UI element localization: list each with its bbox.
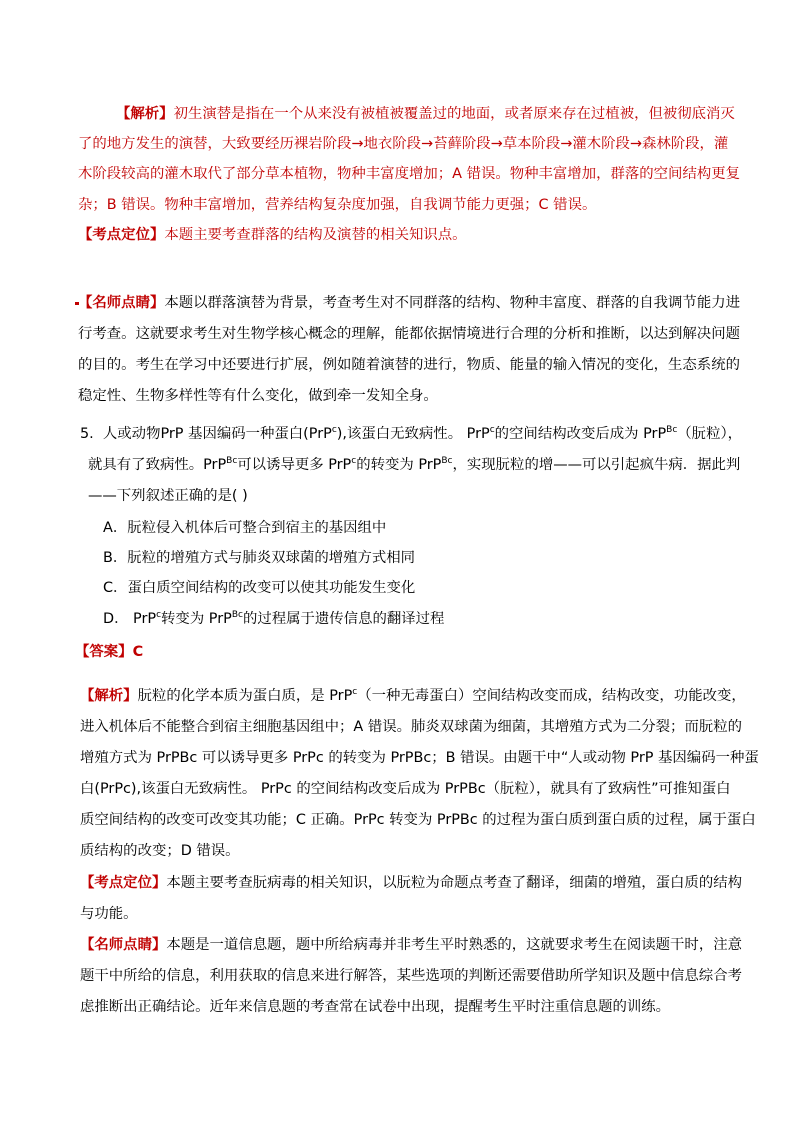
question-line-1: 5. 人或动物PrP 基因编码一种蛋白(PrP$^c$),该蛋白无致病性。 PrP$^c$的空间结构改变后成为 PrP$^{Bc}$（朊粒）， bbox=[80, 425, 743, 442]
analysis2-tag: 【解析】 bbox=[80, 688, 138, 704]
kaodian2-line-1: 【考点定位】本题主要考查朊病毒的相关知识，以朊粒为命题点考查了翻译，细菌的增殖，蛋白质的结构 bbox=[80, 875, 742, 891]
kaodian2-tag: 【考点定位】 bbox=[80, 875, 167, 891]
mingshi1-tag: 【名师点睛】 bbox=[78, 295, 165, 311]
mingshi1-line-1: 【名师点睛】本题以群落演替为背景，考查考生对不同群落的结构、物种丰富度、群落的自我调节能力进 bbox=[78, 295, 740, 311]
answer bbox=[75, 642, 143, 662]
option-c: C．蛋白质空间结构的改变可以使其功能发生变化 bbox=[103, 580, 416, 596]
mingshi2-line-1: 【名师点睛】本题是一道信息题，题中所给病毒并非考生平时熟悉的，这就要求考生在阅读题干时，注意 bbox=[80, 937, 742, 953]
kaodian1-tag: 【考点定位】 bbox=[78, 227, 165, 243]
analysis2-line-6: 质结构的改变；D 错误。 bbox=[80, 843, 240, 859]
option-d: D． PrP$^c$转变为 PrP$^{Bc}$的过程属于遗传信息的翻译过程 bbox=[103, 610, 445, 627]
kaodian2-line-2: 与功能。 bbox=[80, 906, 138, 922]
analysis1-line-4: 杂；B 错误。物种丰富增加，营养结构复杂度加强，自我调节能力更强；C 错误。 bbox=[78, 197, 597, 213]
answer-tag: 【答案】 bbox=[75, 644, 133, 660]
analysis2-line-3: 增殖方式为 PrPBc 可以诱导更多 PrPc 的转变为 PrPBc；B 错误。由题干中“人或动物 PrP 基因编码一种蛋 bbox=[80, 750, 759, 766]
analysis2-line-5: 质空间结构的改变可改变其功能；C 正确。PrPc 转变为 PrPBc 的过程为蛋白质到蛋白质的过程，属于蛋白 bbox=[80, 812, 756, 828]
question-line-2: 就具有了致病性。PrP$^{Bc}$可以诱导更多 PrP$^c$的转变为 PrP$^{Bc}$，实现朊粒的增——可以引起疯牛病．据此判 bbox=[88, 456, 741, 473]
analysis1-tag: 【解析】 bbox=[116, 106, 174, 122]
kaodian1: 【考点定位】本题主要考查群落的结构及演替的相关知识点。 bbox=[78, 227, 467, 243]
analysis2-line-4: 白(PrPc),该蛋白无致病性。 PrPc 的空间结构改变后成为 PrPBc（朊粒），就具有了致病性”可推知蛋白 bbox=[80, 781, 731, 797]
mingshi2-line-2: 题干中所给的信息，利用获取的信息来进行解答，某些选项的判断还需要借助所学知识及题中信息综合考 bbox=[80, 968, 742, 984]
mingshi1-line-2: 行考查。这就要求考生对生物学核心概念的理解，能都依据情境进行合理的分析和推断，以达到解决问题 bbox=[78, 326, 740, 342]
mingshi2-tag: 【名师点睛】 bbox=[80, 937, 167, 953]
analysis2-line-1: 【解析】朊粒的化学本质为蛋白质，是 PrP$^c$（一种无毒蛋白）空间结构改变而成，结构改变，功能改变， bbox=[80, 687, 746, 704]
analysis1-line-3: 木阶段较高的灌木取代了部分草本植物，物种丰富度增加；A 错误。物种丰富增加，群落的空间结构更复 bbox=[78, 166, 741, 182]
option-b: B．朊粒的增殖方式与肺炎双球菌的增殖方式相同 bbox=[103, 550, 416, 566]
answer-value: C bbox=[132, 644, 144, 660]
question-line-3: ——下列叙述正确的是( ) bbox=[88, 488, 248, 504]
mingshi2-line-3: 虑推断出正确结论。近年来信息题的考查常在试卷中出现，提醒考生平时注重信息题的训练。 bbox=[80, 999, 671, 1015]
question-number: 5. bbox=[80, 426, 94, 442]
analysis2-line-2: 进入机体后不能整合到宿主细胞基因组中；A 错误。肺炎双球菌为细菌，其增殖方式为二分裂；而朊粒的 bbox=[80, 719, 743, 735]
analysis1-line-2: 了的地方发生的演替，大致要经历裸岩阶段→地衣阶段→苔藓阶段→草本阶段→灌木阶段→森林阶段，灌 bbox=[78, 136, 729, 152]
option-a: A．朊粒侵入机体后可整合到宿主的基因组中 bbox=[103, 520, 387, 536]
analysis1-line-1: 【解析】初生演替是指在一个从来没有被植被覆盖过的地面，或者原来存在过植被，但被彻底消灭 bbox=[116, 106, 735, 122]
mingshi1-line-3: 的目的。考生在学习中还要进行扩展，例如随着演替的进行，物质、能量的输入情况的变化，生态系统的 bbox=[78, 357, 740, 373]
mingshi1-line-4: 稳定性、生物多样性等有什么变化，做到牵一发知全身。 bbox=[78, 388, 438, 404]
